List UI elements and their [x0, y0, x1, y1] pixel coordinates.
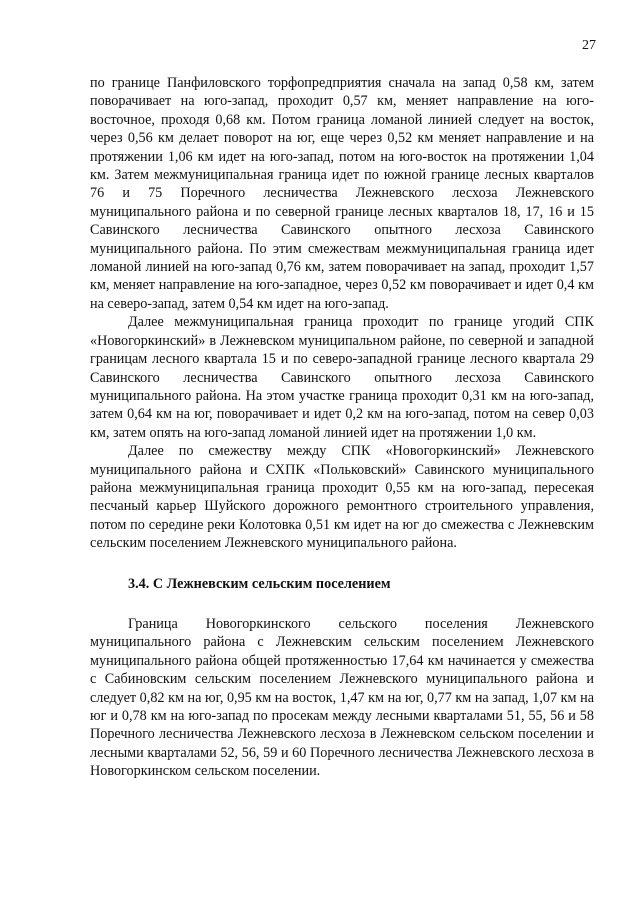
paragraph-boundary-novogorkinsky-spk: Далее межмуниципальная граница проходит по границе угодий СПК «Новогоркинский» в Лежневском муниципальном районе, по северной и западной границам лесного квартала 15 и по северо-западной границе лесного квартала 29 Савинского лесничества Савинского опытного лесхоза Савинского муниципального района. На этом участке граница проходит 0,31 км на юго-запад, затем 0,64 км на юг, поворачивает и идет 0,2 км на юго-запад, потом на север 0,03 км, затем опять на юго-запад ломаной линией идет на протяжении 1,0 км.	[90, 314, 594, 441]
paragraph-lezhnevsky-boundary: Граница Новогоркинского сельского поселения Лежневского муниципального района с Лежневским сельским поселением Лежневского муниципального района общей протяженностью 17,64 км начинается у смежества с Сабиновским сельским поселением Лежневского муниципального района и следует 0,82 км на юг, 0,95 км на восток, 1,47 км на юг, 0,77 км на запад, 1,07 км на юг и 0,78 км на юго-запад по просекам между лесными кварталами 51, 55, 56 и 58 Поречного лесничества Лежневского лесхоза в Лежневском сельском поселении и лесными кварталами 52, 56, 59 и 60 Поречного лесничества Лежневского лесхоза в Новогоркинском сельском поселении.	[90, 615, 594, 780]
document-body	[90, 74, 594, 781]
paragraph-boundary-polkovsky: Далее по смежеству между СПК «Новогоркинский» Лежневского муниципального района и СХПК «Польковский» Савинского муниципального района межмуниципальная граница проходит 0,55 км на юго-запад, пересекая песчаный карьер Шуйского дорожного ремонтного строительного управления, потом по середине реки Колотовка 0,51 км идет на юг до смежества с Лежневским сельским поселением Лежневского муниципального района.	[90, 443, 594, 552]
paragraph-boundary-panfilovsky: по границе Панфиловского торфопредприятия сначала на запад 0,58 км, затем поворачивает на юго-запад, проходит 0,57 км, меняет направление на юго-восточное, проходя 0,68 км. Потом граница ломаной линией следует на восток, через 0,56 км делает поворот на юг, еще через 0,52 км меняет направление и на протяжении 1,06 км идет на юго-запад, потом на юго-восток на протяжении 1,04 км. Затем межмуниципальная граница идет по южной границе лесных кварталов 76 и 75 Поречного лесничества Лежневского лесхоза Лежневского муниципального района и по северной границе лесных кварталов 18, 17, 16 и 15 Савинского лесничества Савинского опытного лесхоза Савинского муниципального района. По этим смежествам межмуниципальная граница идет ломаной линией на юго-запад 0,76 км, затем поворачивает на запад, проходит 1,57 км, меняет направление на юго-западное, через 0,52 км поворачивает и идет 0,4 км на северо-запад, затем 0,54 км идет на юго-запад.	[90, 75, 594, 312]
page-number: 27	[582, 38, 596, 53]
section-heading: 3.4. С Лежневским сельским поселением	[128, 575, 391, 592]
